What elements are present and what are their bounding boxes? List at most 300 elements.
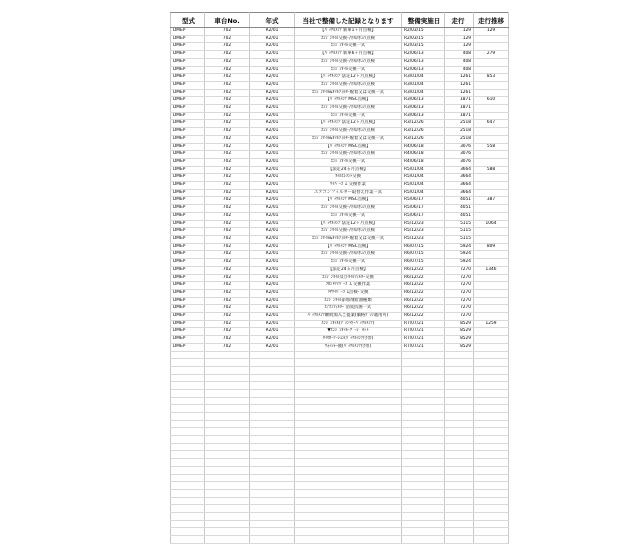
cell-description: ｳｫｯｼｬｰ液(ﾊﾟｯｹﾙﾒﾝﾃ付帯) [295,343,402,351]
cell-year [250,520,295,528]
cell-date [402,436,445,444]
cell-date: R5/01/04 [402,182,445,190]
cell-date: R3/06/13 [402,97,445,105]
cell-date: R6/07/15 [402,251,445,259]
cell-year: R2/01 [250,174,295,182]
cell-year: R2/01 [250,220,295,228]
header-row [171,13,509,28]
empty-row [171,382,509,390]
table-row [171,251,509,259]
header-year: 年式 [250,13,295,28]
cell-odometer [445,436,474,444]
cell-odometer: 1261 [445,89,474,97]
cell-description: ｴﾝｼﾞﾝｵｲﾙ交換一式 [295,158,402,166]
empty-row [171,512,509,520]
cell-year: R2/01 [250,43,295,51]
cell-mileage-change [474,235,509,243]
cell-mileage-change [474,58,509,66]
cell-year [250,374,295,382]
cell-type [171,451,205,459]
cell-description [295,436,402,444]
cell-car-no [205,528,250,536]
cell-year [250,428,295,436]
table-row [171,28,509,36]
cell-type: DMEP [171,81,205,89]
cell-description [295,482,402,490]
cell-year: R2/01 [250,58,295,66]
cell-mileage-change [474,259,509,267]
cell-type: DMEP [171,274,205,282]
cell-odometer: 1261 [445,81,474,89]
cell-odometer [445,512,474,520]
cell-type [171,359,205,367]
table-row [171,174,509,182]
cell-description [295,512,402,520]
cell-description: ｴﾝｼﾞﾝｵｲﾙ交換･冷却水の点検 [295,81,402,89]
empty-row [171,436,509,444]
table-row [171,274,509,282]
cell-year: R2/01 [250,197,295,205]
table-row [171,120,509,128]
cell-odometer [445,428,474,436]
cell-car-no: 702 [205,89,250,97]
cell-description [295,505,402,513]
cell-car-no: 702 [205,120,250,128]
table-row [171,81,509,89]
cell-odometer: 1871 [445,112,474,120]
cell-type [171,428,205,436]
cell-mileage-change [474,35,509,43]
cell-description: ｴﾝｼﾞﾝｵｲﾙ(ﾌﾟﾗﾝ外･ﾊﾟｯｹﾙﾒﾝﾃ) [295,320,402,328]
cell-type [171,374,205,382]
cell-date: R3/12/26 [402,128,445,136]
cell-car-no: 702 [205,336,250,344]
cell-description: ｴﾝｼﾞﾝｵｲﾙ交換･冷却水の点検 [295,151,402,159]
cell-car-no: 702 [205,313,250,321]
cell-year: R2/01 [250,343,295,351]
cell-year [250,366,295,374]
cell-car-no [205,512,250,520]
cell-description: ﾊﾟｯｹﾙﾒﾝﾃ継続加入ご提案(価格ﾌﾟﾗﾝ適用可) [295,313,402,321]
cell-year: R2/01 [250,51,295,59]
cell-description: ｵｲﾙｴﾚﾒﾝﾄ交換 [295,174,402,182]
cell-odometer: 5924 [445,251,474,259]
cell-date: R4/06/18 [402,143,445,151]
cell-odometer [445,459,474,467]
cell-car-no: 702 [205,235,250,243]
cell-mileage-change [474,328,509,336]
cell-date [402,420,445,428]
header-odometer: 走行 [445,13,474,28]
cell-odometer [445,474,474,482]
table-row [171,158,509,166]
cell-date: R6/07/15 [402,243,445,251]
cell-car-no [205,359,250,367]
cell-description: ｴﾝｼﾞﾝｵｲﾙ交換･冷却水の点検 [295,35,402,43]
cell-car-no: 702 [205,58,250,66]
cell-car-no: 702 [205,282,250,290]
cell-car-no: 702 [205,28,250,36]
cell-type: DMEP [171,235,205,243]
cell-date: R5/01/04 [402,174,445,182]
empty-row [171,536,509,544]
cell-date [402,366,445,374]
cell-type: DMEP [171,251,205,259]
cell-year: R2/01 [250,97,295,105]
cell-year: R2/01 [250,320,295,328]
cell-date [402,405,445,413]
cell-year: R2/01 [250,235,295,243]
cell-type: DMEP [171,328,205,336]
cell-year [250,389,295,397]
header-mileage-change: 走行推移 [474,13,509,28]
cell-type [171,459,205,467]
cell-odometer: 3664 [445,189,474,197]
table-row [171,320,509,328]
table-row [171,51,509,59]
cell-car-no [205,436,250,444]
cell-date: R5/12/23 [402,228,445,236]
cell-mileage-change: 387 [474,197,509,205]
cell-mileage-change [474,128,509,136]
empty-row [171,482,509,490]
cell-odometer [445,451,474,459]
cell-type: DMEP [171,112,205,120]
empty-row [171,359,509,367]
cell-odometer [445,359,474,367]
cell-car-no [205,505,250,513]
cell-mileage-change [474,505,509,513]
cell-year: R2/01 [250,266,295,274]
table-row [171,297,509,305]
cell-year [250,359,295,367]
cell-type: DMEP [171,166,205,174]
cell-type: DMEP [171,189,205,197]
cell-mileage-change: 1259 [474,320,509,328]
cell-description: 【ﾊﾟｯｹﾙﾒﾝﾃ MSC点検】 [295,197,402,205]
cell-date: R7/07/21 [402,336,445,344]
cell-odometer: 2518 [445,128,474,136]
cell-date [402,474,445,482]
cell-car-no [205,382,250,390]
cell-car-no: 702 [205,135,250,143]
cell-type: DMEP [171,313,205,321]
cell-car-no: 702 [205,305,250,313]
table-row [171,205,509,213]
cell-year: R2/01 [250,259,295,267]
cell-mileage-change [474,174,509,182]
cell-odometer: 7270 [445,305,474,313]
table-row [171,135,509,143]
cell-car-no: 702 [205,220,250,228]
cell-car-no: 702 [205,251,250,259]
cell-type [171,389,205,397]
cell-type: DMEP [171,320,205,328]
cell-mileage-change [474,66,509,74]
cell-description: ｴﾝｼﾞﾝｵｲﾙ交換･冷却水の点検 [295,105,402,113]
cell-date: R5/01/04 [402,166,445,174]
cell-car-no: 702 [205,158,250,166]
cell-odometer [445,420,474,428]
empty-row [171,413,509,421]
cell-type: DMEP [171,51,205,59]
cell-odometer [445,528,474,536]
cell-date [402,528,445,536]
cell-mileage-change [474,466,509,474]
cell-mileage-change [474,413,509,421]
cell-car-no: 702 [205,174,250,182]
cell-odometer [445,482,474,490]
cell-date [402,505,445,513]
cell-odometer: 7270 [445,266,474,274]
cell-car-no [205,428,250,436]
cell-type [171,528,205,536]
cell-car-no: 702 [205,320,250,328]
cell-date [402,382,445,390]
cell-type [171,382,205,390]
cell-odometer: 2518 [445,135,474,143]
cell-description: ｴﾝｼﾞﾝｵｲﾙ交換･冷却水の点検 [295,251,402,259]
cell-year: R2/01 [250,328,295,336]
cell-description [295,359,402,367]
cell-mileage-change [474,305,509,313]
cell-description [295,389,402,397]
cell-date [402,351,445,359]
cell-year [250,482,295,490]
cell-year: R2/01 [250,35,295,43]
cell-car-no: 702 [205,128,250,136]
cell-odometer [445,397,474,405]
header-type: 型式 [171,13,205,28]
cell-description: 【ﾊﾟｯｹﾙﾒﾝﾃ 新車6ヶ月点検】 [295,51,402,59]
cell-odometer [445,366,474,374]
cell-date: R4/06/18 [402,151,445,159]
cell-type: DMEP [171,289,205,297]
cell-year [250,451,295,459]
cell-mileage-change [474,336,509,344]
cell-car-no [205,413,250,421]
cell-type: DMEP [171,89,205,97]
cell-car-no: 702 [205,189,250,197]
cell-type [171,512,205,520]
empty-row [171,520,509,528]
cell-description [295,528,402,536]
header-date: 整備実施日 [402,13,445,28]
cell-date: R7/07/21 [402,343,445,351]
cell-type: DMEP [171,35,205,43]
cell-type: DMEP [171,151,205,159]
empty-row [171,428,509,436]
cell-type [171,497,205,505]
empty-row [171,474,509,482]
cell-description: ﾌﾛﾝﾄﾜｲﾊﾟｰｺﾞﾑ 交換作業 [295,282,402,290]
cell-mileage-change [474,451,509,459]
cell-year: R2/01 [250,212,295,220]
table-row [171,58,509,66]
cell-type: DMEP [171,182,205,190]
cell-date [402,359,445,367]
cell-year: R2/01 [250,282,295,290]
cell-description: ｴﾝｼﾞﾝｵｲﾙ交換一式 [295,259,402,267]
cell-year [250,436,295,444]
cell-description [295,520,402,528]
cell-description: ｴﾝｼﾞﾝｵｲﾙ&ｵｲﾙﾌｨﾙﾀｰ脱着又は交換一式 [295,89,402,97]
table-row [171,235,509,243]
cell-mileage-change [474,420,509,428]
cell-mileage-change: 610 [474,97,509,105]
cell-year: R2/01 [250,251,295,259]
cell-odometer: 8529 [445,320,474,328]
cell-type: DMEP [171,259,205,267]
cell-mileage-change [474,497,509,505]
cell-mileage-change [474,389,509,397]
header-description: 当社で整備した記録となります [295,13,402,28]
cell-date: R4/06/18 [402,158,445,166]
cell-description [295,474,402,482]
cell-odometer [445,382,474,390]
cell-odometer: 3664 [445,182,474,190]
cell-odometer: 7270 [445,313,474,321]
cell-date [402,466,445,474]
cell-year [250,397,295,405]
cell-mileage-change: 853 [474,74,509,82]
cell-mileage-change [474,459,509,467]
table-row [171,43,509,51]
cell-description: 【ﾊﾟｯｹﾙﾒﾝﾃ 法定12ヶ月点検】 [295,74,402,82]
cell-mileage-change: 588 [474,166,509,174]
cell-type: DMEP [171,343,205,351]
empty-row [171,497,509,505]
cell-date: R5/06/17 [402,197,445,205]
cell-date [402,459,445,467]
cell-mileage-change [474,374,509,382]
cell-date: R6/12/22 [402,282,445,290]
cell-date: R6/12/22 [402,313,445,321]
cell-car-no: 702 [205,182,250,190]
cell-description: ﾘﾔﾜｲﾊﾟｰｺﾞﾑ点検･交換 [295,289,402,297]
cell-odometer: 3076 [445,143,474,151]
cell-year: R2/01 [250,81,295,89]
empty-row [171,351,509,359]
cell-odometer: 3664 [445,166,474,174]
cell-description [295,397,402,405]
cell-mileage-change: 1346 [474,266,509,274]
cell-type: DMEP [171,135,205,143]
empty-row [171,397,509,405]
cell-type [171,413,205,421]
cell-description [295,451,402,459]
cell-year: R2/01 [250,66,295,74]
table-row [171,128,509,136]
table-row [171,105,509,113]
cell-odometer [445,489,474,497]
cell-year [250,497,295,505]
table-row [171,313,509,321]
cell-odometer: 5924 [445,259,474,267]
cell-description: 【ﾊﾟｯｹﾙﾒﾝﾃ MSC点検】 [295,97,402,105]
cell-car-no: 702 [205,112,250,120]
table-row [171,328,509,336]
cell-mileage-change [474,366,509,374]
cell-type: DMEP [171,220,205,228]
cell-date: R6/12/22 [402,266,445,274]
cell-date: R6/12/22 [402,297,445,305]
cell-car-no: 702 [205,74,250,82]
cell-odometer: 5115 [445,220,474,228]
empty-row [171,389,509,397]
table-row [171,228,509,236]
cell-type [171,351,205,359]
table-row [171,282,509,290]
cell-type: DMEP [171,158,205,166]
empty-row [171,374,509,382]
cell-mileage-change [474,536,509,544]
cell-year [250,420,295,428]
cell-type [171,420,205,428]
table-row [171,151,509,159]
cell-year: R2/01 [250,89,295,97]
table-row [171,243,509,251]
cell-car-no: 702 [205,151,250,159]
cell-date: R3/01/04 [402,81,445,89]
cell-description: ｴﾝｼﾞﾝｵｲﾙ&ｵｲﾙﾌｨﾙﾀｰ脱着又は交換一式 [295,135,402,143]
cell-description [295,374,402,382]
cell-date: R6/12/22 [402,305,445,313]
cell-type: DMEP [171,105,205,113]
cell-type [171,443,205,451]
cell-year [250,413,295,421]
cell-odometer: 129 [445,35,474,43]
cell-odometer [445,405,474,413]
cell-car-no: 702 [205,81,250,89]
cell-car-no: 702 [205,166,250,174]
cell-mileage-change [474,512,509,520]
cell-year: R2/01 [250,305,295,313]
cell-odometer [445,374,474,382]
table-row [171,66,509,74]
cell-mileage-change [474,189,509,197]
cell-date [402,389,445,397]
cell-odometer [445,389,474,397]
cell-mileage-change [474,89,509,97]
cell-car-no: 702 [205,66,250,74]
cell-date [402,451,445,459]
cell-date: R2/06/13 [402,58,445,66]
cell-car-no: 702 [205,266,250,274]
cell-odometer [445,536,474,544]
cell-odometer [445,443,474,451]
cell-year [250,351,295,359]
maintenance-record-table [170,12,509,544]
cell-mileage-change [474,482,509,490]
cell-mileage-change [474,520,509,528]
cell-description: ｴｱｺﾝﾌｨﾙﾀｰ 消臭抗菌一式 [295,305,402,313]
cell-mileage-change [474,382,509,390]
cell-year: R2/01 [250,289,295,297]
cell-year [250,528,295,536]
cell-car-no: 702 [205,297,250,305]
cell-date: R3/12/26 [402,120,445,128]
cell-car-no [205,451,250,459]
cell-mileage-change [474,359,509,367]
cell-year: R2/01 [250,336,295,344]
cell-odometer: 4051 [445,205,474,213]
table-body [171,28,509,544]
cell-date: R5/12/23 [402,235,445,243]
cell-description: ｴﾝｼﾞﾝｵｲﾙ及びｵｲﾙﾌｨﾙﾀｰ交換 [295,274,402,282]
cell-mileage-change [474,81,509,89]
cell-year [250,474,295,482]
